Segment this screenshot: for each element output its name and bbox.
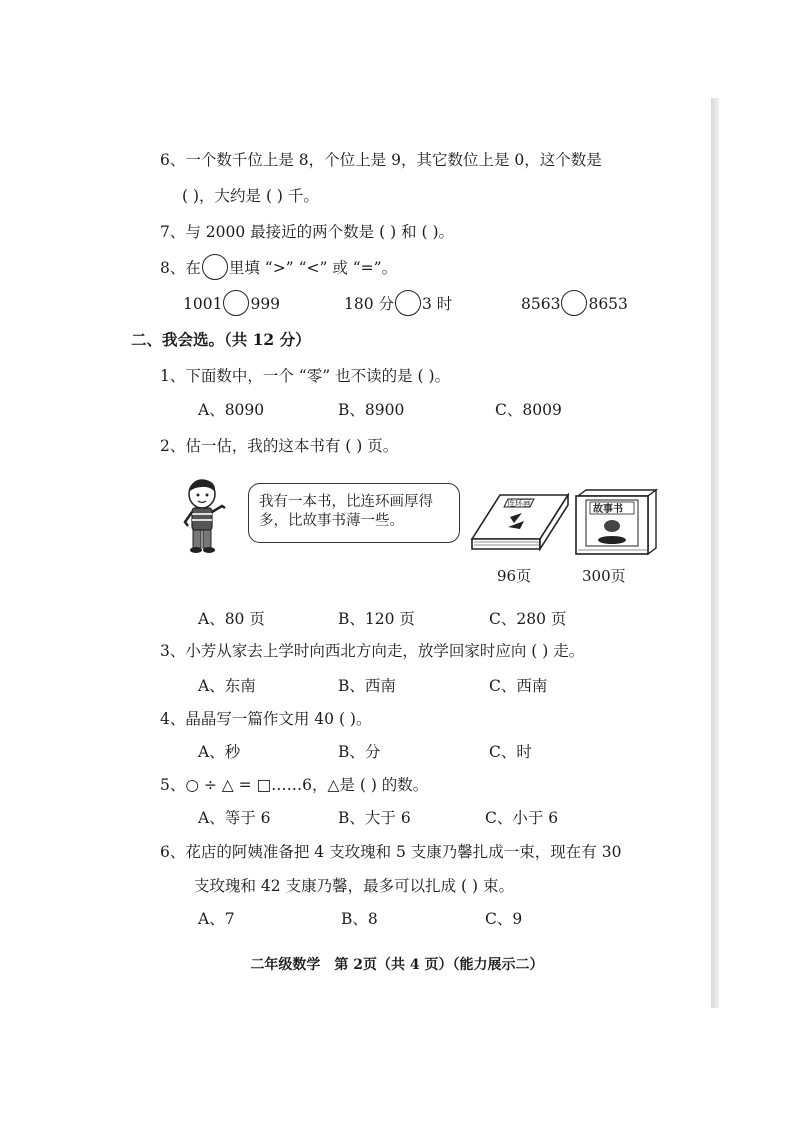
circle-blank-icon bbox=[202, 254, 228, 280]
compare-right: 8653 bbox=[588, 295, 628, 313]
option-b[interactable]: B、分 bbox=[338, 743, 381, 761]
option-a[interactable]: A、东南 bbox=[198, 677, 256, 695]
question-text-cont: 支玫瑰和 42 支康乃馨，最多可以扎成 ( ) 束。 bbox=[194, 877, 514, 895]
q7-text: 7、与 2000 最接近的两个数是 ( ) 和 ( )。 bbox=[160, 223, 454, 241]
option-c[interactable]: C、9 bbox=[485, 910, 523, 928]
option-b[interactable]: B、大于 6 bbox=[338, 809, 411, 827]
option-b[interactable]: B、西南 bbox=[338, 677, 396, 695]
compare-pair bbox=[344, 294, 452, 316]
q8-text bbox=[160, 258, 397, 280]
boy-icon bbox=[180, 478, 228, 556]
option-c[interactable]: C、时 bbox=[489, 743, 532, 761]
q8-suffix: 里填 “>” “<” 或 “=”。 bbox=[228, 259, 398, 277]
compare-left: 8563 bbox=[521, 295, 561, 313]
question-text: 3、小芳从家去上学时向西北方向走，放学回家时应向 ( ) 走。 bbox=[160, 642, 585, 660]
question-text: 1、下面数中，一个 “零” 也不读的是 ( )。 bbox=[160, 367, 451, 385]
option-b[interactable]: B、8900 bbox=[338, 401, 405, 419]
compare-right: 3 时 bbox=[422, 295, 453, 313]
question-text: 5、○ ÷ △ = □……6，△是 ( ) 的数。 bbox=[160, 776, 429, 794]
option-c[interactable]: C、小于 6 bbox=[485, 809, 559, 827]
compare-right: 999 bbox=[250, 295, 281, 313]
q6-line1: 6、一个数千位上是 8，个位上是 9，其它数位上是 0，这个数是 bbox=[160, 151, 602, 169]
speech-bubble: 我有一本书，比连环画厚得多，比故事书薄一些。 bbox=[248, 483, 460, 543]
q8-prefix: 8、在 bbox=[160, 259, 201, 277]
option-b[interactable]: B、120 页 bbox=[338, 610, 415, 628]
book2-pages: 300页 bbox=[582, 567, 626, 585]
option-a[interactable]: A、等于 6 bbox=[198, 809, 271, 827]
question-text: 2、估一估，我的这本书有 ( ) 页。 bbox=[160, 437, 399, 455]
compare-circle-input[interactable] bbox=[561, 290, 587, 316]
question-text: 6、花店的阿姨准备把 4 支玫瑰和 5 支康乃馨扎成一束，现在有 30 bbox=[160, 843, 622, 861]
q6-line2: ( )，大约是 ( ) 千。 bbox=[182, 187, 319, 205]
compare-pair bbox=[183, 294, 280, 316]
story-cover-title: 故事书 bbox=[593, 504, 623, 515]
compare-pair bbox=[521, 294, 628, 316]
option-c[interactable]: C、280 页 bbox=[489, 610, 567, 628]
option-b[interactable]: B、8 bbox=[341, 910, 378, 928]
option-c[interactable]: C、8009 bbox=[495, 401, 562, 419]
question-text: 4、晶晶写一篇作文用 40 ( )。 bbox=[160, 710, 372, 728]
compare-circle-input[interactable] bbox=[223, 290, 249, 316]
compare-circle-input[interactable] bbox=[395, 290, 421, 316]
comic-book-icon bbox=[470, 493, 570, 555]
section-title: 二、我会选。（共 12 分） bbox=[131, 330, 311, 349]
compare-left: 1001 bbox=[183, 295, 223, 313]
comic-cover-title: 连环画 bbox=[507, 499, 531, 508]
page-edge bbox=[711, 98, 719, 1008]
page-footer: 二年级数学 第 2页（共 4 页）（能力展示二） bbox=[250, 957, 544, 973]
option-a[interactable]: A、80 页 bbox=[198, 610, 265, 628]
option-a[interactable]: A、7 bbox=[198, 910, 235, 928]
option-a[interactable]: A、秒 bbox=[198, 743, 241, 761]
book1-pages: 96页 bbox=[497, 567, 532, 585]
story-book-icon bbox=[572, 488, 658, 560]
option-c[interactable]: C、西南 bbox=[489, 677, 548, 695]
compare-left: 180 分 bbox=[344, 295, 395, 313]
option-a[interactable]: A、8090 bbox=[198, 401, 265, 419]
